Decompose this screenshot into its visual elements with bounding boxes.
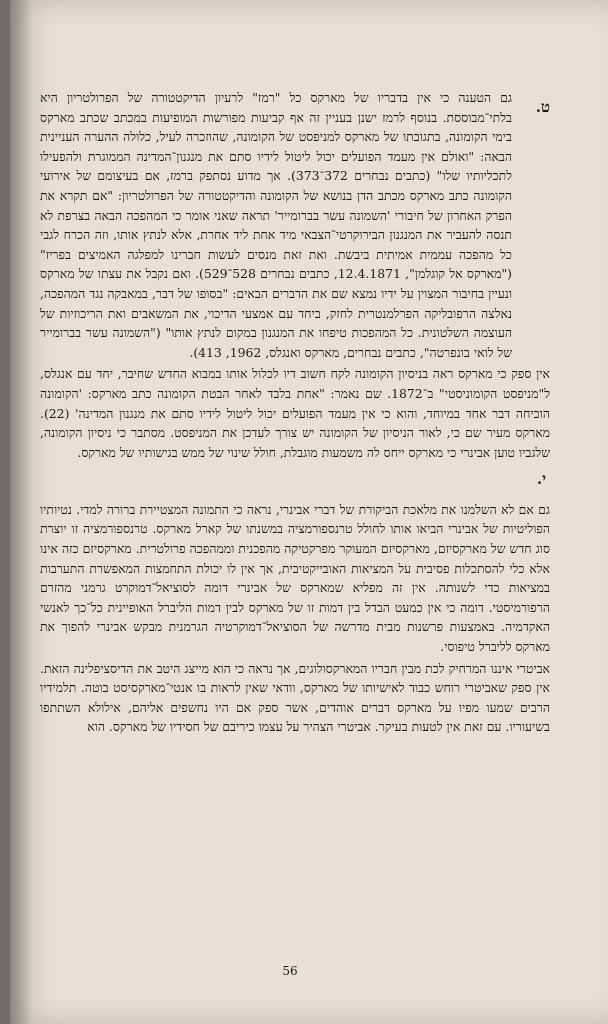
paragraph-section-t-2: אין ספק כי מארקס ראה בניסיון הקומונה לקח חשוב דיו לכלול אותו במבוא החדש שחיבר, יחד עם אנגלס, ל"מניפסט הקומוניסטי" ב־1872. שם נאמר: "אחת בלבד לאחר הבטת הקומונה כתב מארקס: 'הקומונה הוכיחה דבר אחד במיוחד, והוא כי אין מעמד הפועלים יכול ליטול לידיו סתם את מנגנון המדינה' (22). מארקס מעיר שם כי, לאור הניסיון של הקומונה יש צורך לעדכן את המניפסט. מסתבר כי ניסיון הקומונה, שלגביו טוען אבינרי כי מארקס ייחס לה משמעות מוגבלת, חולל שינוי של ממש בגישותיו של מארקס.	[40, 366, 551, 460]
paragraph-section-y-1: גם אם לא השלמנו את מלאכת הביקורת של דברי אבינרי, נראה כי התמונה המצטיירת ברורה למדי. נטיותיו הפוליטיות של אבינרי הביאו אותו לחולל טרנספורמציה במשנתו של קארל מארקס. טרנספורמציה זו יוצרת סוג חדש של מארקסיזם, מארקסיזם המעוקר מפרקטיקה מהפכנית וממהפכה פרולטרית. מארקסיזם כזה אינו אלא כלי להסתכלות פסיבית על המציאות האובייקטיבית, אך אין לו יכולת התחמצות המאפשרת התערבות במציאות כדי לשנותה. אין זה מפליא שמארקס של אבינרי דומה לסוציאל־דמוקרט גרמני מהזרם הרפורמיסטי. דומה כי אין כמעט הבדל בין דמות זו של מארקס לבין דמות הליברל האופיינית כל־כך לאנשי האקדמיה. באמצעות פרשנות מבית מדרשה של הסוציאל־דמוקרטיה הגרמנית מבקש אבינרי להפוך את מארקס לליברל טיפוסי.	[40, 501, 550, 655]
section-heading-y: י.	[536, 470, 546, 489]
section-heading-t: ט.	[535, 98, 550, 116]
page-text-block	[40, 88, 550, 737]
paragraph-section-y-2: אביטרי איננו המרחיק לכת מבין חבריו המארקסולוגים, אך נראה כי הוא מייצג היטב את הדיסציפלינה הזאת. אין ספק שאביטרי רוחש כבוד לאישיותו של מארקס, וודאי שאין לראות בו אנטי־מארקסיסט בוטה. תלמידיו הרבים שמעו מפיו על מארקס דברים אוהדים, אשר ספק אם היו נחשפים אליהם, אילולא השתתפו בשיעוריו. עם זאת אין לטעות בעיקר. אביטרי הצהיר על עצמו כיריבם של חסידיו של מארקס. הוא	[40, 660, 550, 735]
paragraph-section-t-1: גם הטענה כי אין בדבריו של מארקס כל "רמז" לרעיון הדיקטטורה של הפרולטריון היא בלתי־מבוססת. בנוסף לרמז ישנן בעניין זה אף קביעות מפורשות המופיעות במכתב שכתב מארקס בימי הקומונה, בתגובתו של מארקס למניפסט של הקומונה, שהוזכרה לעיל, כלולה ההערה העניינית הבאה: "ואולם אין מעמד הפועלים יכול ליטול לידיו סתם את מנגנון־המדינה הממוגרת ולהפעילו לתכליותיו שלו" (כתבים נבחרים 372־373). אך מדוע נסתפק ברמז, אם בעיצומם של אירועי הקומונה כתב מארקס מכתב הדן בנושא של הקומונה והדיקטטורה של הפרולטריון: "אם תקרא את הפרק האחרון של חיבורי 'השמונה עשר בברומייר' תראה שאני אומר כי המהפכה הבאה בצרפת לא תנסה להעביר את המנגנון הבירוקרטי־הצבאי מיד אחת ליד אחרת, אלא לנתץ אותו, וזה הכרח לגבי כל מהפכה עממית אמיתית ביבשת. ואת זאת מנסים לעשות חברינו למפלגה האמיצים בפריז" ("מארקס אל קוגלמן", 12.4.1871, כתבים נבחרים 528־529). ואם נקבל את עצתו של מארקס ונעיין בחיבור המצוין על ידיו נמצא שם את הדברים הבאים: "בסופו של דבר, במאבקה נגד המהפכה, נאלצה הרפובליקה הפרלמנטרית לחזק, ביחד עם אמצעי הדיכוי, את המשאבים ואת הריכוזיות של העוצמה השלטונית. כל המהפכות טיפחו את המנגנון במקום לנתץ אותו" ("השמונה עשר בברומייר של לואי בונפרטה", כתבים נבחרים, מארקס ואנגלס, 1962, 413).	[40, 90, 512, 360]
binding-fold-shadow	[10, 0, 32, 1024]
page-number: 56	[282, 964, 298, 978]
book-page	[10, 0, 608, 1024]
